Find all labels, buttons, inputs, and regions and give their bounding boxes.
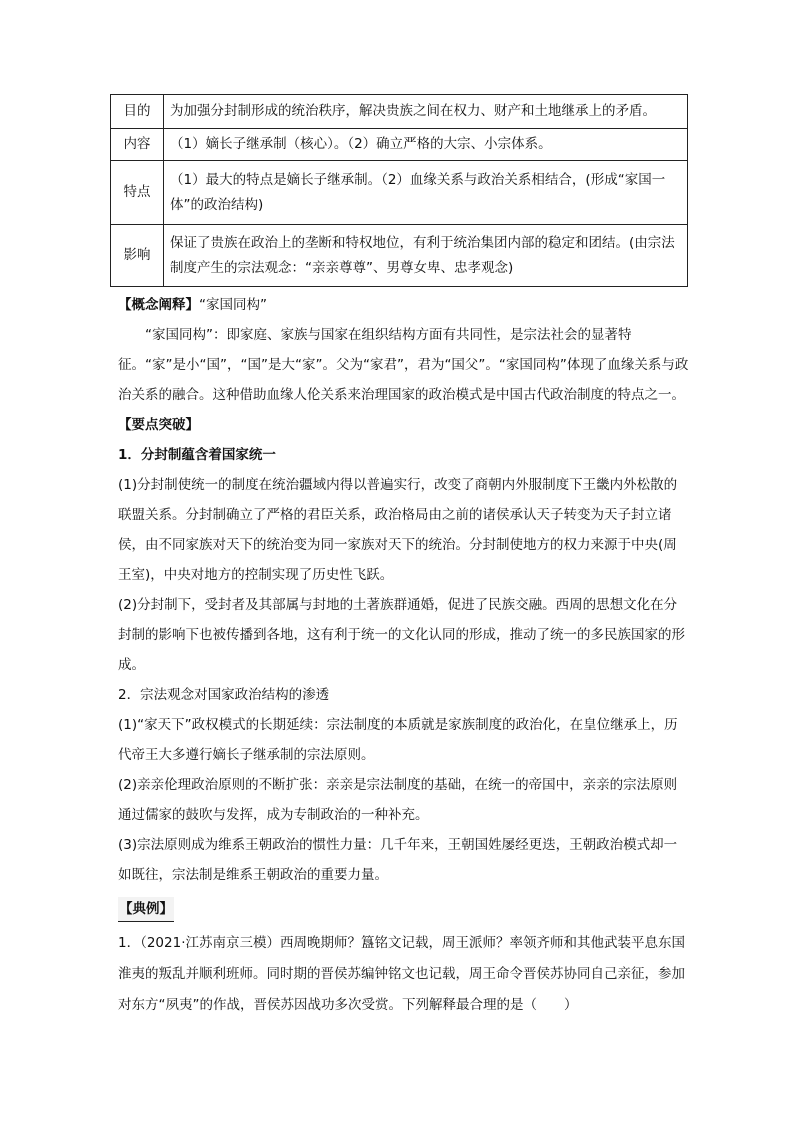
- table-row: [111, 225, 688, 287]
- section1-paragraph: (2)分封制下，受封者及其部属与封地的土著族群通婚，促进了民族交融。西周的思想文化在分封制的影响下也被传播到各地，这有利于统一的文化认同的形成，推动了统一的多民族国家的形成。: [118, 597, 685, 673]
- concept-heading: 【概念阐释】: [118, 297, 199, 313]
- table-key-cell: 特点: [111, 161, 164, 225]
- section2-title: 2．宗法观念对国家政治结构的渗透: [118, 687, 330, 703]
- example-heading: 【典例】: [118, 897, 174, 922]
- section2-paragraph: (2)亲亲伦理政治原则的不断扩张：亲亲是宗法制度的基础，在统一的帝国中，亲亲的宗法原则通过儒家的鼓吹与发挥，成为专制政治的一种补充。: [118, 777, 678, 823]
- main-content: [118, 290, 690, 1021]
- table-row: [111, 129, 688, 161]
- table-value-cell: 为加强分封制形成的统治秩序，解决贵族之间在权力、财产和土地继承上的矛盾。: [164, 95, 688, 129]
- table-value-cell: 保证了贵族在政治上的垄断和特权地位，有利于统治集团内部的稳定和团结。(由宗法制度产生的宗法观念：“亲亲尊尊”、男尊女卑、忠孝观念): [164, 225, 688, 287]
- example-heading-line: [118, 894, 690, 924]
- concept-term: “家国同构”: [199, 297, 267, 313]
- section1-title: 1．分封制蕴含着国家统一: [118, 447, 276, 463]
- table-row: [111, 95, 688, 129]
- example-question: 1．（2021·江苏南京三模）西周晚期师？簋铭文记载，周王派师？率领齐师和其他武装平息东国淮夷的叛乱并顺利班师。同时期的晋侯苏编钟铭文也记载，周王命令晋侯苏协同自己亲征，参加对东方“夙夷”的作战，晋侯苏因战功多次受赏。下列解释最合理的是（ ）: [118, 935, 685, 1013]
- concept-body: “家国同构”：即家庭、家族与国家在组织结构方面有共同性，是宗法社会的显著特征。“家”是小“国”，“国”是大“家”。父为“家君”，君为“国父”。“家国同构”体现了血缘关系与政治关系的融合。这种借助血缘人伦关系来治理国家的政治模式是中国古代政治制度的特点之一。: [118, 327, 689, 403]
- section2-paragraph: (3)宗法原则成为维系王朝政治的惯性力量：几千年来，王朝国姓屡经更迭，王朝政治模式却一如既往，宗法制是维系王朝政治的重要力量。: [118, 837, 678, 883]
- section2-paragraph: (1)“家天下”政权模式的长期延续：宗法制度的本质就是家族制度的政治化，在皇位继承上，历代帝王大多遵行嫡长子继承制的宗法原则。: [118, 717, 678, 763]
- table-value-cell: （1）嫡长子继承制（核心）。（2）确立严格的大宗、小宗体系。: [164, 129, 688, 161]
- table-value-cell: （1）最大的特点是嫡长子继承制。（2）血缘关系与政治关系相结合，(形成“家国一体”的政治结构): [164, 161, 688, 225]
- concept-heading-line: [118, 290, 690, 320]
- key-points-heading: 【要点突破】: [118, 417, 199, 433]
- zongfa-summary-table: [110, 94, 688, 287]
- table-key-cell: 目的: [111, 95, 164, 129]
- section1-paragraph: (1)分封制使统一的制度在统治疆域内得以普遍实行，改变了商朝内外服制度下王畿内外松散的联盟关系。分封制确立了严格的君臣关系，政治格局由之前的诸侯承认天子转变为天子封立诸侯，由不同家族对天下的统治变为同一家族对天下的统治。分封制使地方的权力来源于中央(周王室)，中央对地方的控制实现了历史性飞跃。: [118, 477, 678, 583]
- table-key-cell: 内容: [111, 129, 164, 161]
- table-key-cell: 影响: [111, 225, 164, 287]
- table-row: [111, 161, 688, 225]
